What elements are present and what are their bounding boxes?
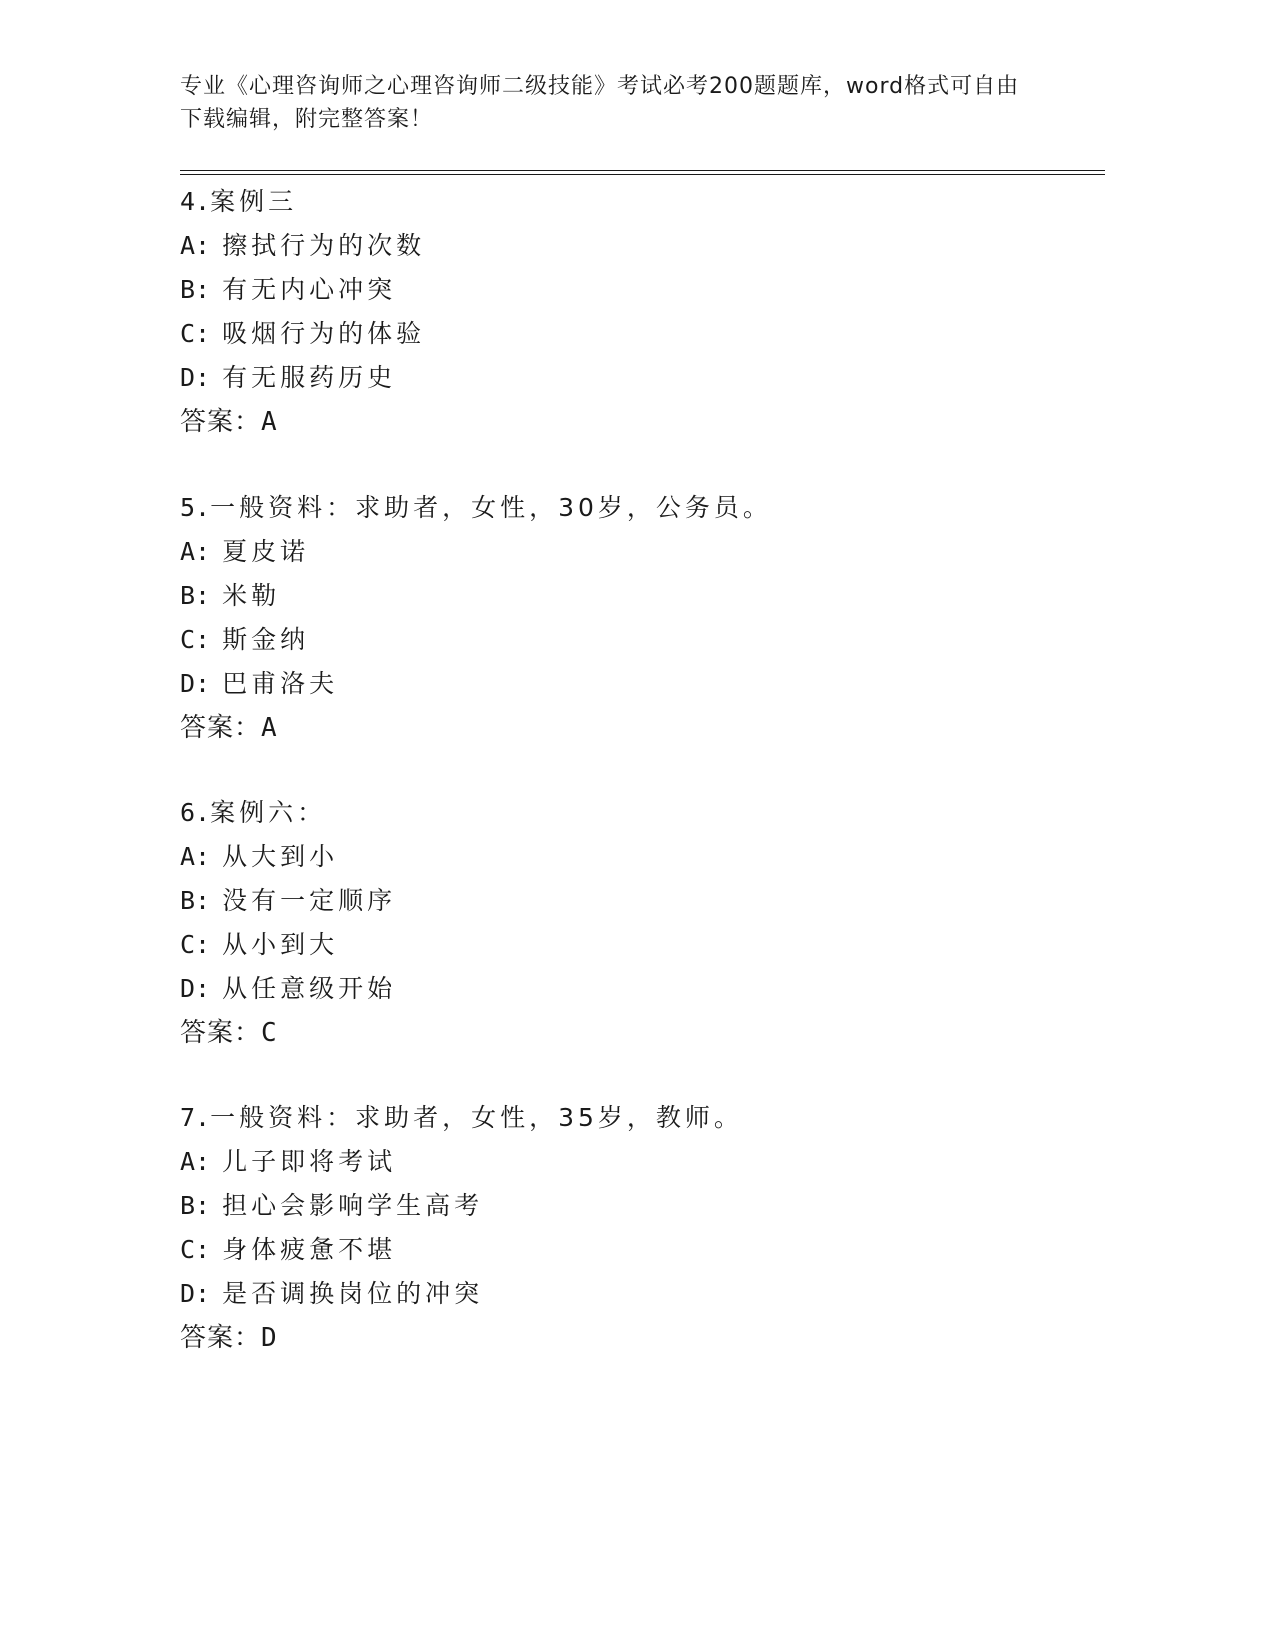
option-text: 有无服药历史 xyxy=(222,363,397,392)
answer-value: A xyxy=(261,713,277,743)
question-text: 案例六： xyxy=(210,798,327,827)
option-text: 身体疲惫不堪 xyxy=(222,1235,397,1264)
option-letter: A: xyxy=(180,231,211,260)
answer-value: D xyxy=(261,1323,277,1353)
answer-value: A xyxy=(261,407,277,437)
option-letter: D: xyxy=(180,669,211,698)
option-letter: B: xyxy=(180,886,211,915)
question-stem xyxy=(180,791,1080,835)
answer-line xyxy=(180,1011,1080,1055)
option-a xyxy=(180,1140,1080,1184)
option-text: 没有一定顺序 xyxy=(222,886,397,915)
option-letter: D: xyxy=(180,1279,211,1308)
option-text: 是否调换岗位的冲突 xyxy=(222,1279,484,1308)
option-c xyxy=(180,312,1080,356)
option-letter: B: xyxy=(180,581,211,610)
option-letter: B: xyxy=(180,1191,211,1220)
option-c xyxy=(180,618,1080,662)
option-letter: C: xyxy=(180,319,211,348)
question-number: 4. xyxy=(180,187,211,216)
option-text: 儿子即将考试 xyxy=(222,1147,397,1176)
option-d xyxy=(180,1272,1080,1316)
option-b xyxy=(180,268,1080,312)
question-text: 一般资料：求助者，女性，35岁，教师。 xyxy=(210,1103,743,1132)
question-text: 案例三 xyxy=(210,187,298,216)
option-text: 从任意级开始 xyxy=(222,974,397,1003)
question-stem xyxy=(180,486,1080,530)
option-letter: A: xyxy=(180,1147,211,1176)
question-number: 6. xyxy=(180,798,211,827)
option-letter: C: xyxy=(180,1235,211,1264)
option-text: 吸烟行为的体验 xyxy=(222,319,426,348)
option-letter: C: xyxy=(180,625,211,654)
answer-label: 答案： xyxy=(180,1323,262,1353)
option-d xyxy=(180,662,1080,706)
option-d xyxy=(180,967,1080,1011)
question-stem xyxy=(180,180,1080,224)
header-divider-top xyxy=(180,170,1105,171)
option-text: 担心会影响学生高考 xyxy=(222,1191,484,1220)
option-a xyxy=(180,530,1080,574)
option-text: 从大到小 xyxy=(222,842,339,871)
option-letter: D: xyxy=(180,363,211,392)
option-letter: A: xyxy=(180,537,211,566)
question-block xyxy=(180,180,1080,444)
option-a xyxy=(180,224,1080,268)
option-c xyxy=(180,1228,1080,1272)
question-block xyxy=(180,791,1080,1055)
answer-label: 答案： xyxy=(180,713,262,743)
answer-label: 答案： xyxy=(180,407,262,437)
header-divider-bottom xyxy=(180,174,1105,175)
option-b xyxy=(180,574,1080,618)
option-letter: A: xyxy=(180,842,211,871)
answer-value: C xyxy=(261,1018,277,1048)
option-text: 米勒 xyxy=(222,581,281,610)
option-c xyxy=(180,923,1080,967)
option-text: 巴甫洛夫 xyxy=(222,669,339,698)
answer-line xyxy=(180,1316,1080,1360)
question-number: 5. xyxy=(180,493,211,522)
question-stem xyxy=(180,1096,1080,1140)
answer-line xyxy=(180,706,1080,750)
question-block xyxy=(180,1096,1080,1360)
question-number: 7. xyxy=(180,1103,211,1132)
option-b xyxy=(180,1184,1080,1228)
option-d xyxy=(180,356,1080,400)
answer-line xyxy=(180,400,1080,444)
question-block xyxy=(180,486,1080,750)
answer-label: 答案： xyxy=(180,1018,262,1048)
option-letter: B: xyxy=(180,275,211,304)
option-text: 斯金纳 xyxy=(222,625,310,654)
option-text: 夏皮诺 xyxy=(222,537,310,566)
option-text: 有无内心冲突 xyxy=(222,275,397,304)
option-b xyxy=(180,879,1080,923)
question-text: 一般资料：求助者，女性，30岁，公务员。 xyxy=(210,493,772,522)
option-letter: D: xyxy=(180,974,211,1003)
option-text: 擦拭行为的次数 xyxy=(222,231,426,260)
option-a xyxy=(180,835,1080,879)
document-header: 专业《心理咨询师之心理咨询师二级技能》考试必考200题题库，word格式可自由下载编辑，附完整答案！ xyxy=(180,74,1020,132)
option-letter: C: xyxy=(180,930,211,959)
option-text: 从小到大 xyxy=(222,930,339,959)
